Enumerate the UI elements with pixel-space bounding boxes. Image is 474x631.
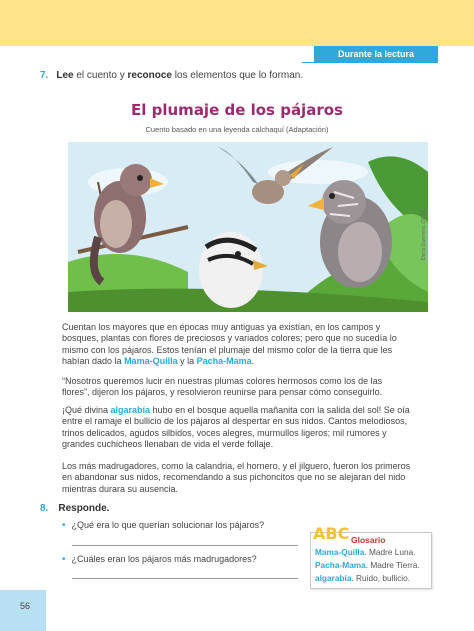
term-pacha-mama[interactable]: Pacha-Mama (196, 355, 252, 366)
question-7 (40, 70, 303, 81)
question-8 (40, 503, 109, 514)
glossary-term: Mama-Quilla (315, 547, 365, 557)
top-color-band (0, 0, 474, 46)
paragraph-3 (62, 405, 412, 450)
glossary-entry (315, 560, 420, 570)
p1-mid: y la (177, 355, 197, 366)
q7-text-1: el cuento y (73, 70, 128, 81)
q7-text-2: los elementos que lo forman. (171, 70, 304, 81)
page-number-box (0, 590, 46, 631)
p1-end: . (251, 355, 255, 366)
p1-text: Cuentan los mayores que en épocas muy antiguas ya existían, en los campos y bosques, plantas con flores de preciosos y variados colores; pero que no sucedía lo mismo con los pájaros. Estos tenían el plumaje del mismo color de la tierra que les habían dado la (62, 322, 397, 366)
question-item-2 (62, 554, 257, 565)
answer-line[interactable] (72, 578, 298, 579)
question-text: ¿Qué era lo que querían solucionar los pájaros? (71, 520, 265, 530)
story-subtitle: Cuento basado en una leyenda calchaquí (Adaptación) (145, 125, 329, 134)
question-8-label: Responde. (58, 503, 110, 514)
glossary-entry (315, 573, 410, 583)
term-algarabia[interactable]: algarabía (110, 405, 151, 415)
story-title: El plumaje de los pájaros (131, 101, 343, 119)
answer-line[interactable] (72, 545, 298, 546)
paragraph-4: Los más madrugadores, como la calandria, el hornero, y el jilguero, fueron los primeros en abandonar sus nidos, recomendando a sus pichoncitos que no se alejaran del nido mientras durara su ausencia. (62, 461, 411, 494)
question-number: 7. (40, 70, 49, 81)
glossary-definition: . Madre Luna. (364, 547, 416, 557)
glossary-box (310, 524, 432, 589)
paragraph-1 (62, 322, 412, 367)
glossary-title: Glosario (351, 535, 386, 545)
section-tab: Durante la lectura (314, 46, 438, 62)
svg-text:ABC: ABC (313, 524, 350, 543)
p3-text-b: hubo en el bosque aquella mañanita con la salida del sol! Se oía entre el ramaje el bullicio de los pájaros al despertar en sus nidos. Cantos melodiosos, trinos delicados, agudos silbidos, voces alegres, murmullos ligeros; mil rumores y grandes cuchicheos llenaban de vida el verde follaje. (62, 405, 410, 449)
section-divider (302, 62, 438, 63)
question-item-1 (62, 520, 264, 531)
image-credit: Darío Guerrero, (2023) (421, 209, 427, 260)
glossary-term: algarabía (315, 573, 352, 583)
verb-reconoce: reconoce (127, 70, 172, 81)
glossary-definition: . Madre Tierra. (365, 560, 420, 570)
paragraph-2: “Nosotros queremos lucir en nuestras plumas colores hermosos como los de las flores”, dijeron los pájaros, y resolvieron reunirse para pensar cómo conseguirlo. (62, 376, 383, 398)
birds-illustration (68, 142, 428, 312)
glossary-definition: . Ruido, bullicio. (351, 573, 411, 583)
p3-text-a: ¡Qué divina (62, 405, 111, 415)
glossary-entry (315, 547, 416, 557)
glossary-term: Pacha-Mama (315, 560, 366, 570)
bullet-icon: • (62, 554, 66, 565)
question-number: 8. (40, 503, 49, 514)
verb-lee: Lee (56, 70, 74, 81)
abc-logo-icon (313, 517, 353, 547)
question-text: ¿Cuáles eran los pájaros más madrugadores? (71, 554, 257, 564)
bullet-icon: • (62, 520, 66, 531)
term-mama-quilla[interactable]: Mama-Quilla (124, 355, 178, 366)
page-number: 56 (20, 601, 31, 611)
